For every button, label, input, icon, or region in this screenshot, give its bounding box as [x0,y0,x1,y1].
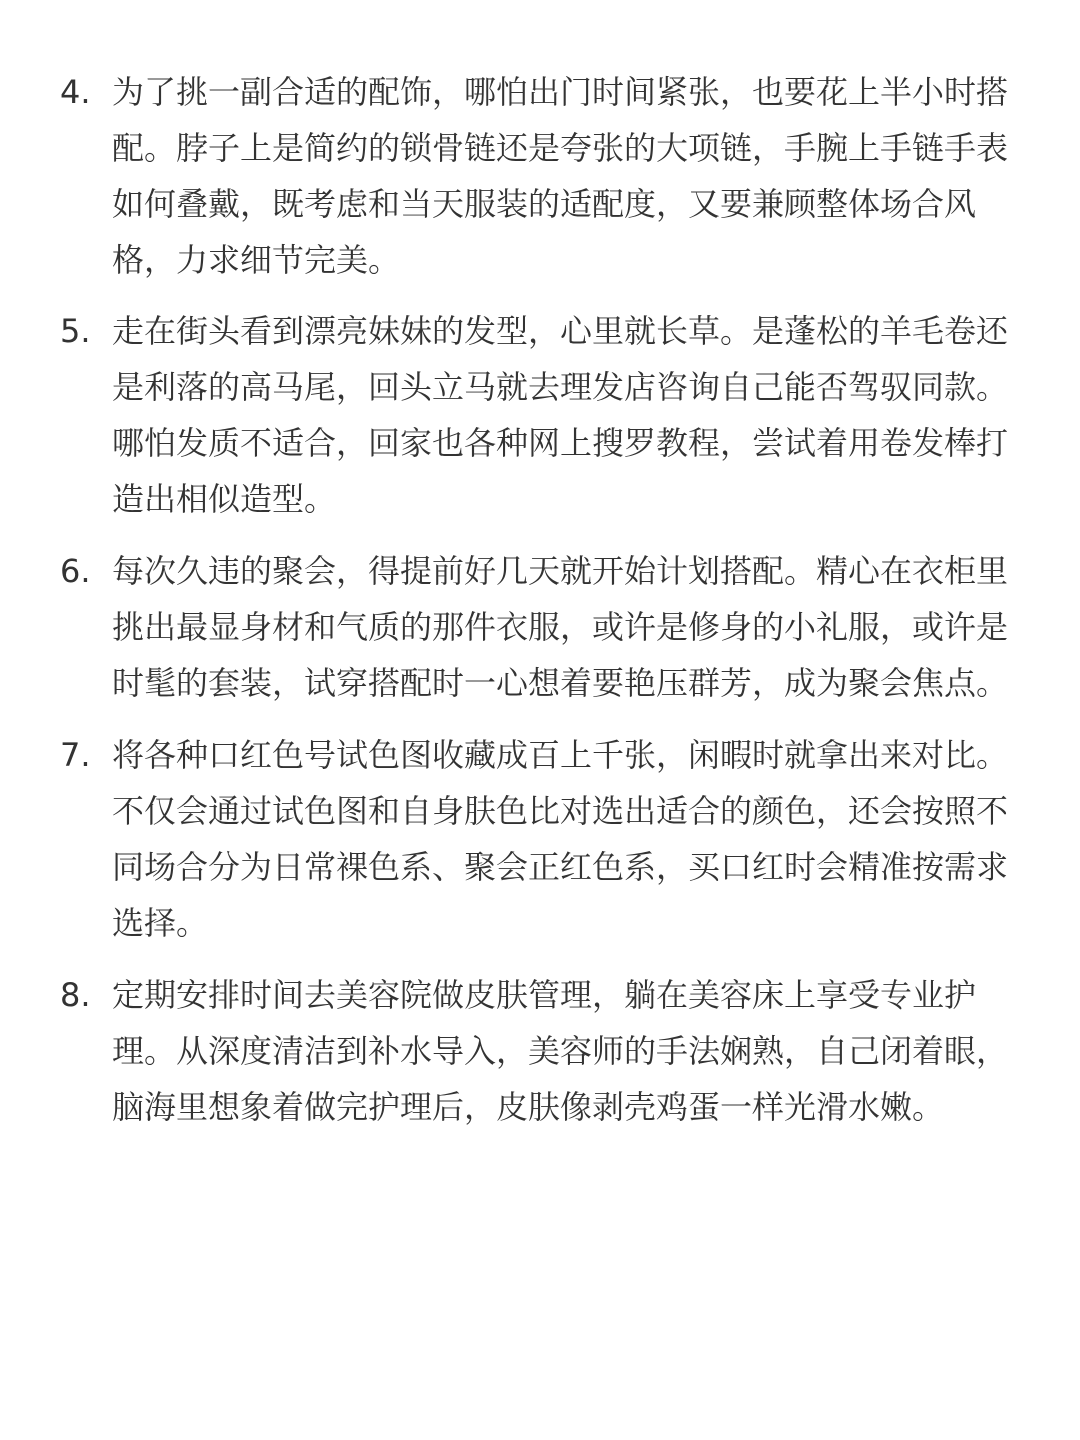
text-line: 将各种口红色号试色图收藏成百上千张，闲暇时就拿出来对比。 [112,736,1009,774]
item-text [112,727,1012,951]
item-number: 5. [60,312,91,350]
list-item-7 [60,727,1020,951]
item-number: 8. [60,976,91,1014]
text-line: 配。脖子上是简约的锁骨链还是夸张的大项链，手腕上手链手表 [112,129,1009,167]
item-text [112,64,1012,288]
item-text [112,967,1012,1135]
text-line: 每次久违的聚会，得提前好几天就开始计划搭配。精心在衣柜里 [112,552,1009,590]
text-line: 定期安排时间去美容院做皮肤管理，躺在美容床上享受专业护 [112,976,977,1014]
text-line: 同场合分为日常裸色系、聚会正红色系，买口红时会精准按需求 [112,848,1009,886]
text-line: 是利落的高马尾，回头立马就去理发店咨询自己能否驾驭同款。 [112,368,1009,406]
text-line: 走在街头看到漂亮妹妹的发型，心里就长草。是蓬松的羊毛卷还 [112,312,1009,350]
text-line: 格，力求细节完美。 [112,241,401,279]
item-number: 4. [60,73,91,111]
text-line: 哪怕发质不适合，回家也各种网上搜罗教程，尝试着用卷发棒打 [112,424,1009,462]
text-line: 理。从深度清洁到补水导入，美容师的手法娴熟，自己闭着眼， [112,1032,1009,1070]
text-line: 为了挑一副合适的配饰，哪怕出门时间紧张，也要花上半小时搭 [112,73,1009,111]
list-item-4 [60,64,1020,288]
item-text [112,303,1012,527]
text-line: 时髦的套装，试穿搭配时一心想着要艳压群芳，成为聚会焦点。 [112,664,1009,702]
item-number: 7. [60,736,91,774]
item-text [112,543,1012,711]
list-item-5 [60,303,1020,527]
text-line: 造出相似造型。 [112,480,337,518]
text-line: 不仅会通过试色图和自身肤色比对选出适合的颜色，还会按照不 [112,792,1009,830]
text-line: 脑海里想象着做完护理后，皮肤像剥壳鸡蛋一样光滑水嫩。 [112,1088,945,1126]
text-line: 挑出最显身材和气质的那件衣服，或许是修身的小礼服，或许是 [112,608,1009,646]
list-item-8 [60,967,1020,1135]
item-number: 6. [60,552,91,590]
text-line: 选择。 [112,904,209,942]
text-line: 如何叠戴，既考虑和当天服装的适配度，又要兼顾整体场合风 [112,185,977,223]
list-item-6 [60,543,1020,711]
